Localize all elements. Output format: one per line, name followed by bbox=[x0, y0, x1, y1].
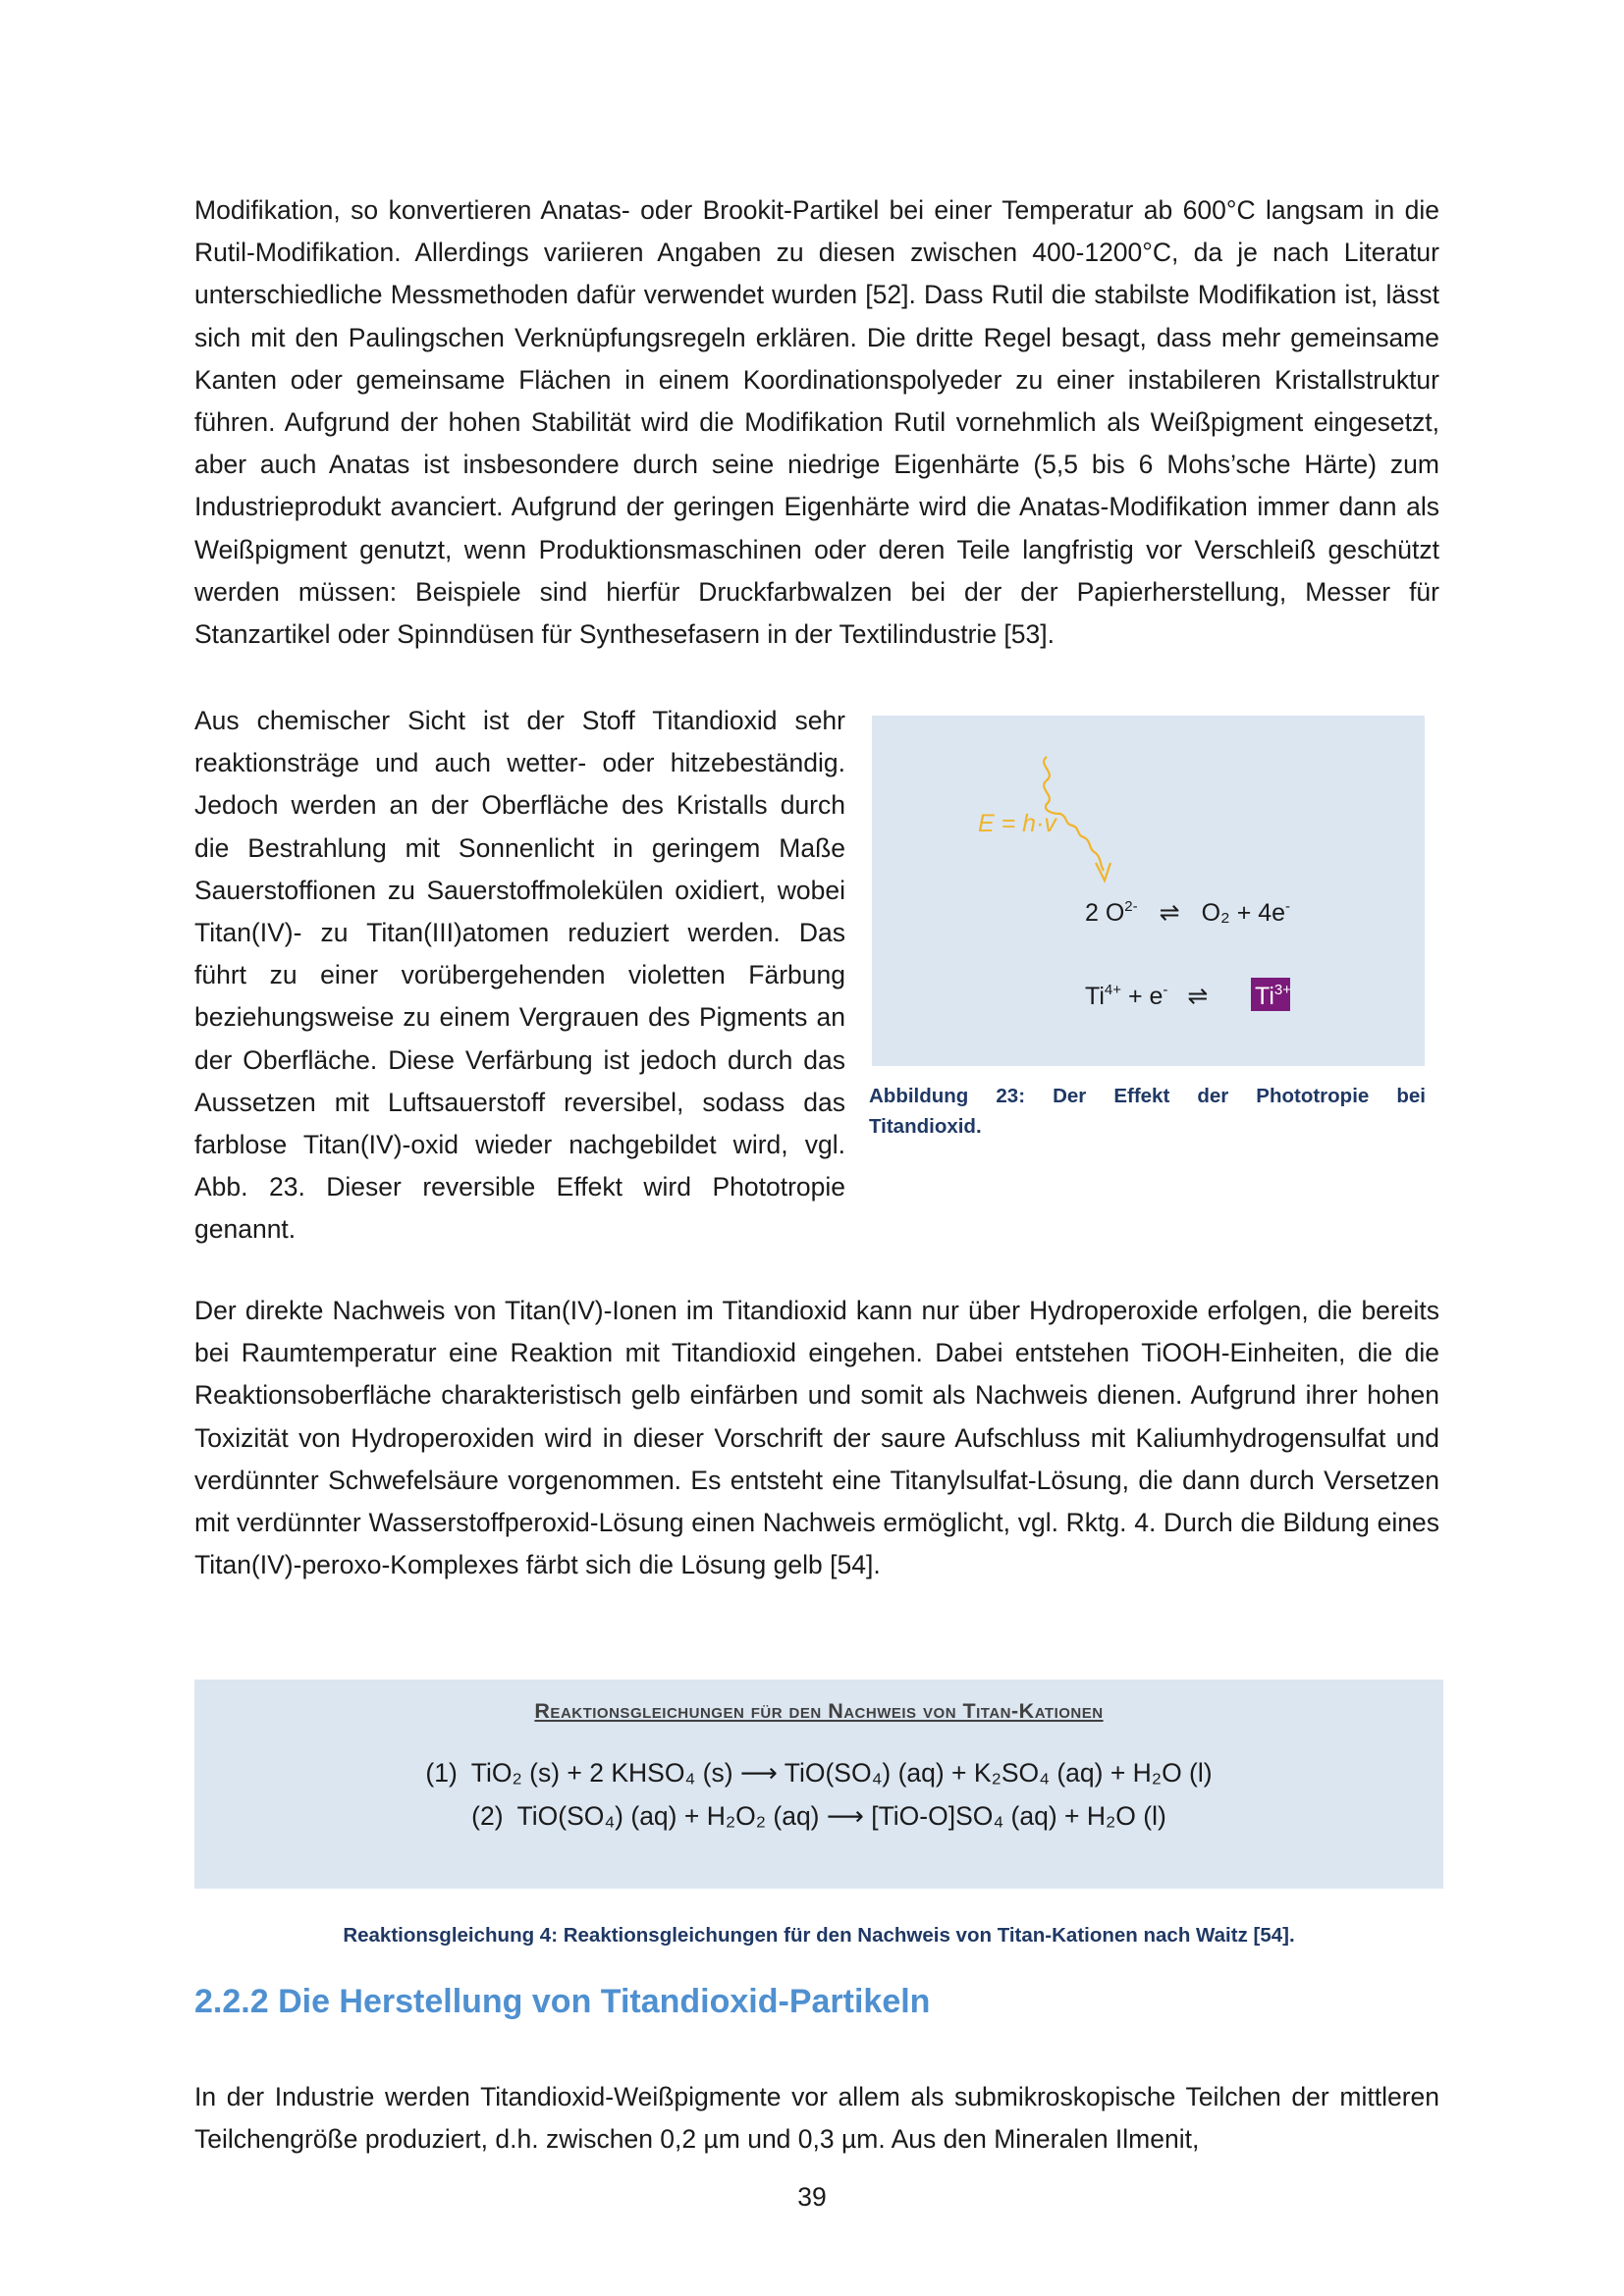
paragraph-detection: Der direkte Nachweis von Titan(IV)-Ionen im Titandioxid kann nur über Hydroperoxide erfolgen, die bereits bei Raumtemperatur eine Reaktion mit Titandioxid eingehen. Dabei entstehen TiOOH-Einheiten, die die Reaktionsoberfläche charakteristisch gelb einfärben und somit als Nachweis dienen. Aufgrund ihrer hohen Toxizität von Hydroperoxiden wird in dieser Vorschrift der saure Aufschluss mit Kaliumhydrogensulfat und verdünnter Schwefelsäure vorgenommen. Es entsteht eine Titanylsulfat-Lösung, die dann durch Versetzen mit verdünnter Wasserstoffperoxid-Lösung einen Nachweis ermöglicht, vgl. Rktg. 4. Durch die Bildung eines Titan(IV)-peroxo-Komplexes färbt sich die Lösung gelb [54]. bbox=[194, 1296, 1439, 1580]
caption-word: Phototropie bbox=[1256, 1085, 1370, 1107]
figure-caption-line-2: Titandioxid. bbox=[869, 1115, 982, 1138]
reaction-equations-box bbox=[194, 1680, 1443, 1889]
reaction-equation-1 bbox=[194, 1758, 1443, 1789]
ti3-label: $Ti^{3+}$ bbox=[1255, 982, 1292, 1010]
paragraph-industry: In der Industrie werden Titandioxid-Weißpigmente vor allem als submikroskopische Teilchen der mittleren Teilchengröße produziert, d.h. zwischen 0,2 µm und 0,3 µm. Aus den Mineralen Ilmenit, bbox=[194, 2082, 1439, 2155]
figure-caption-line-1 bbox=[869, 1081, 1426, 1111]
paragraph-modifications: Modifikation, so konvertieren Anatas- oder Brookit-Partikel bei einer Temperatur ab 600°C langsam in die Rutil-Modifikation. Allerdings variieren Angaben zu diesen zwischen 400-1200°C, da je nach Literatur unterschiedliche Messmethoden dafür verwendet wurden [52]. Dass Rutil die stabilste Modifikation ist, lässt sich mit den Paulingschen Verknüpfungsregeln erklären. Die dritte Regel besagt, dass mehr gemeinsame Kanten oder gemeinsame Flächen in einem Koordinationspolyeder zu einer instabileren Kristallstruktur führen. Aufgrund der hohen Stabilität wird die Modifikation Rutil vornehmlich als Weißpigment eingesetzt, aber auch Anatas ist insbesondere durch seine niedrige Eigenhärte (5,5 bis 6 Mohs’sche Härte) zum Industrieprodukt avanciert. Aufgrund der geringen Eigenhärte wird die Anatas-Modifikation immer dann als Weißpigment genutzt, wenn Produktionsmaschinen oder deren Teile langfristig vor Verschleiß geschützt werden müssen: Beispiele sind hierfür Druckfarbwalzen bei der der Papierherstellung, Messer für Stanzartikel oder Spinndüsen für Synthesefasern in der Textilindustrie [53]. bbox=[194, 195, 1439, 650]
energy-label: E = h·v bbox=[978, 810, 1056, 837]
caption-word: Effekt bbox=[1113, 1085, 1170, 1107]
equation-number: (1) bbox=[425, 1758, 458, 1788]
caption-word: 23: bbox=[996, 1085, 1026, 1107]
section-heading: 2.2.2 Die Herstellung von Titandioxid-Partikeln bbox=[194, 1983, 931, 2020]
equation-number: (2) bbox=[471, 1801, 504, 1831]
phototropy-diagram bbox=[872, 716, 1425, 1066]
caption-word: bei bbox=[1396, 1085, 1426, 1107]
equation-text: TiO₂ (s) + 2 KHSO₄ (s) ⟶ TiO(SO₄) (aq) + K₂SO₄ (aq) + H₂O (l) bbox=[470, 1758, 1213, 1788]
figure-caption bbox=[869, 1081, 1426, 1142]
reaction-caption: Reaktionsgleichung 4: Reaktionsgleichungen für den Nachweis von Titan-Kationen nach Waitz [54]. bbox=[343, 1924, 1295, 1947]
reaction-box-title: Reaktionsgleichungen für den Nachweis von Titan-Kationen bbox=[534, 1699, 1104, 1723]
reaction-equation-2 bbox=[194, 1801, 1443, 1832]
paragraph-phototropy: Aus chemischer Sicht ist der Stoff Titandioxid sehr reaktionsträge und auch wetter- oder hitzebeständig. Jedoch werden an der Oberfläche des Kristalls durch die Bestrahlung mit Sonnenlicht in geringem Maße Sauerstoffionen zu Sauerstoffmolekülen oxidiert, wobei Titan(IV)- zu Titan(III)atomen reduziert werden. Das führt zu einer vorübergehenden violetten Färbung beziehungsweise zu einem Vergrauen des Pigments an der Oberfläche. Diese Verfärbung ist jedoch durch das Aussetzen mit Luftsauerstoff reversibel, sodass das farblose Titan(IV)-oxid wieder nachgebildet wird, vgl. Abb. 23. Dieser reversible Effekt wird Phototropie genannt. bbox=[194, 706, 845, 1245]
caption-word: der bbox=[1197, 1085, 1229, 1107]
figure-phototropy bbox=[872, 716, 1425, 1066]
oxygen-equation: 2 $O^{2-}$ ⇌ O₂ + 4e- bbox=[1085, 898, 1291, 927]
arrow-head-icon bbox=[1096, 863, 1110, 881]
caption-word: Abbildung bbox=[869, 1085, 969, 1107]
caption-word: Der bbox=[1053, 1085, 1087, 1107]
page-number: 39 bbox=[797, 2182, 827, 2212]
equation-text: TiO(SO₄) (aq) + H₂O₂ (aq) ⟶ [TiO-O]SO₄ (aq) + H₂O (l) bbox=[516, 1801, 1166, 1831]
titanium-equation: $Ti^{4+} + e^-$ ⇌ bbox=[1085, 982, 1209, 1010]
